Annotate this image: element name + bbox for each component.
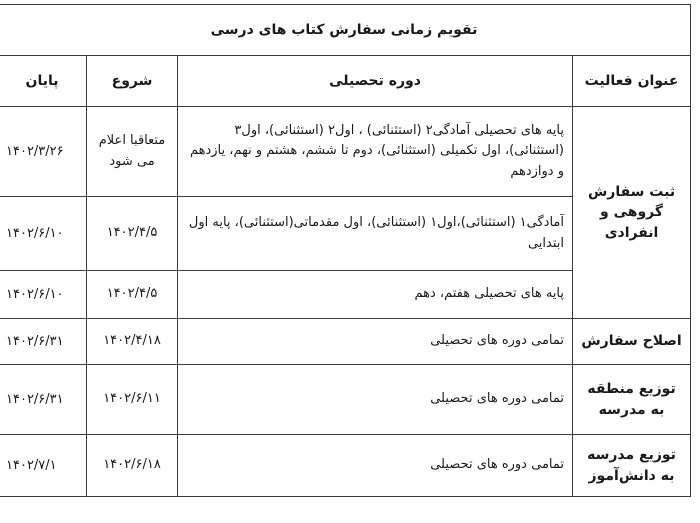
start-cell: ۱۴۰۲/۶/۱۱ bbox=[87, 365, 178, 435]
start-cell: ۱۴۰۲/۴/۱۸ bbox=[87, 319, 178, 365]
period-cell: تمامی دوره های تحصیلی bbox=[178, 435, 573, 497]
end-cell: ۱۴۰۲/۳/۲۶ bbox=[0, 107, 87, 197]
period-cell: پایه های تحصیلی آمادگی۲ (استثنائی) ، اول۲ (استثنائی)، اول۳ (استثنائی)، اول تکمیلی (استثنائی)، دوم تا ششم، هشتم و نهم، یازدهم و دوازدهم bbox=[178, 107, 573, 197]
end-cell: ۱۴۰۲/۶/۳۱ bbox=[0, 365, 87, 435]
table-row bbox=[0, 107, 691, 197]
table-row bbox=[0, 319, 691, 365]
header-row bbox=[0, 56, 691, 107]
start-cell: ۱۴۰۲/۶/۱۸ bbox=[87, 435, 178, 497]
header-start: شروع bbox=[87, 56, 178, 107]
period-cell: تمامی دوره های تحصیلی bbox=[178, 365, 573, 435]
start-cell: متعاقبا اعلام می شود bbox=[87, 107, 178, 197]
activity-cell: توزیع منطقه به مدرسه bbox=[573, 365, 691, 435]
activity-cell: اصلاح سفارش bbox=[573, 319, 691, 365]
end-cell: ۱۴۰۲/۶/۱۰ bbox=[0, 271, 87, 319]
header-period: دوره تحصیلی bbox=[178, 56, 573, 107]
header-activity: عنوان فعالیت bbox=[573, 56, 691, 107]
end-cell: ۱۴۰۲/۷/۱ bbox=[0, 435, 87, 497]
textbook-order-schedule-table bbox=[0, 4, 691, 497]
header-end: پایان bbox=[0, 56, 87, 107]
start-cell: ۱۴۰۲/۴/۵ bbox=[87, 271, 178, 319]
table-row bbox=[0, 365, 691, 435]
end-cell: ۱۴۰۲/۶/۳۱ bbox=[0, 319, 87, 365]
end-cell: ۱۴۰۲/۶/۱۰ bbox=[0, 197, 87, 271]
activity-cell: ثبت سفارش گروهی و انفرادی bbox=[573, 107, 691, 319]
period-cell: پایه های تحصیلی هفتم، دهم bbox=[178, 271, 573, 319]
start-cell: ۱۴۰۲/۴/۵ bbox=[87, 197, 178, 271]
table-title: تقویم زمانی سفارش کتاب های درسی bbox=[0, 5, 691, 56]
table-row bbox=[0, 435, 691, 497]
period-cell: آمادگی۱ (استثنائی)،اول۱ (استثنائی)، اول مقدماتی(استثنائی)، پایه اول ابتدایی bbox=[178, 197, 573, 271]
period-cell: تمامی دوره های تحصیلی bbox=[178, 319, 573, 365]
activity-cell: توزیع مدرسه به دانش‌آموز bbox=[573, 435, 691, 497]
